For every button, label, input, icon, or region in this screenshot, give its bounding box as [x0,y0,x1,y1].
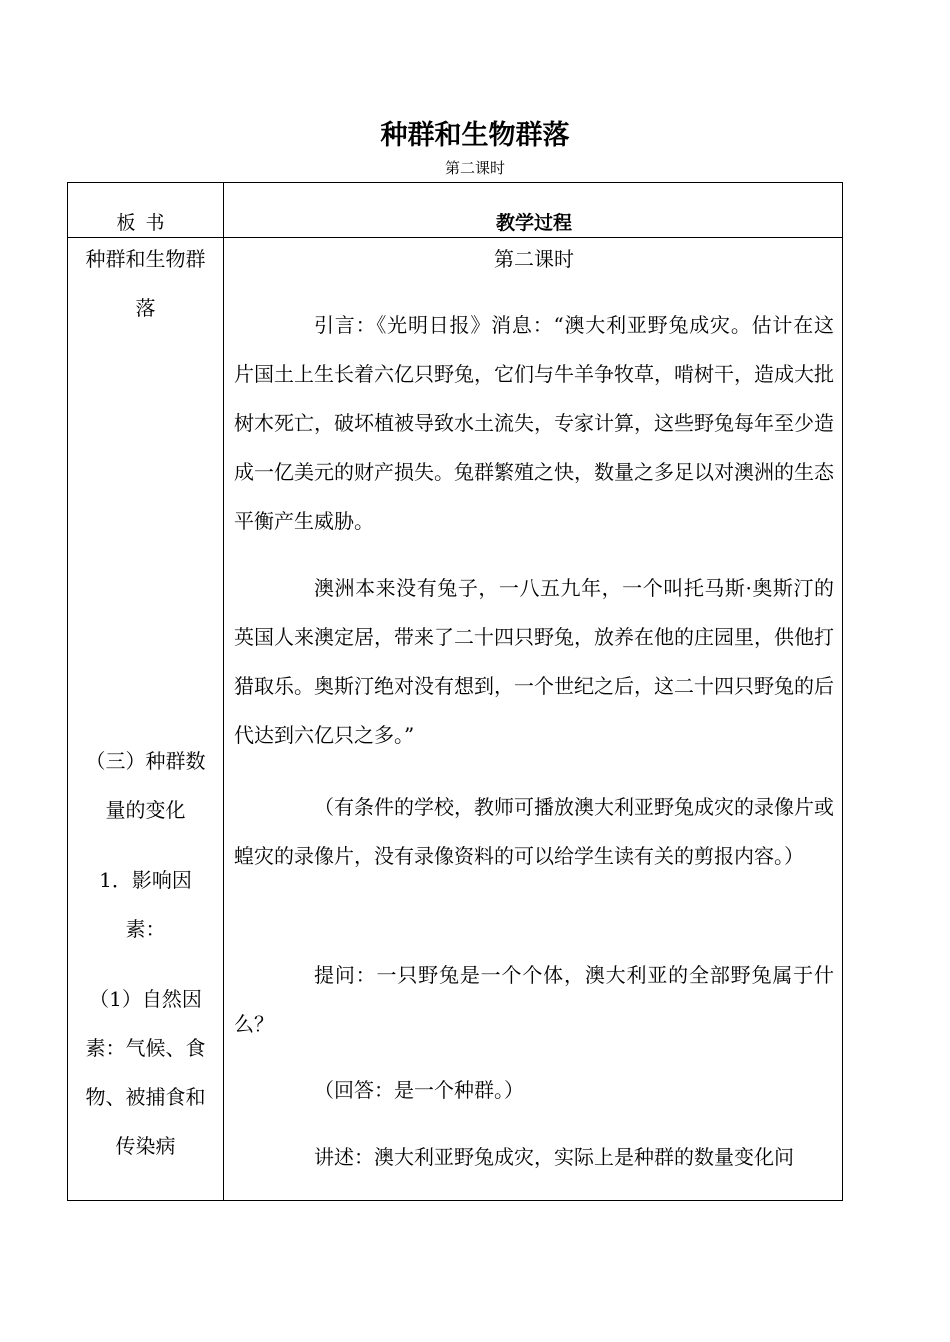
column-divider [223,183,224,1200]
blackboard-topic-line1: 种群和生物群 [85,247,206,271]
paragraph-question: 提问：一只野兔是一个个体，澳大利亚的全部野兔属于什么？ [234,963,834,1036]
document-subtitle: 第二课时 [444,159,505,177]
document-title: 种群和生物群落 [380,120,570,151]
blackboard-natural-line2: 素：气候、食 [85,1036,206,1060]
header-blackboard: 板书 [116,212,175,234]
blackboard-topic [68,235,223,333]
paragraph-history: 澳洲本来没有兔子，一八五九年，一个叫托马斯·奥斯汀的英国人来澳定居，带来了二十四只野兔，放养在他的庄园里，供他打猎取乐。奥斯汀绝对没有想到，一个世纪之后，这二十四只野兔的后代达到六亿只之多。” [234,576,834,747]
blackboard-natural-factors [68,975,223,1171]
paragraph-explanation: 讲述：澳大利亚野兔成灾，实际上是种群的数量变化问 [314,1145,794,1169]
blackboard-factors [68,856,223,954]
paragraph-media-note: （有条件的学校，教师可播放澳大利亚野兔成灾的录像片或蝗灾的录像片，没有录像资料的可以给学生读有关的剪报内容。） [234,795,834,868]
paragraph-answer: （回答：是一个种群。） [314,1078,524,1102]
blackboard-factors-line1: 1．影响因 [99,868,192,892]
blackboard-natural-line1: （1）自然因 [89,987,202,1011]
process-heading: 第二课时 [494,247,574,271]
blackboard-section-line2: 量的变化 [105,798,186,822]
blackboard-factors-line2: 素： [125,917,166,941]
blackboard-section-line1: （三）种群数 [85,749,206,773]
blackboard-section [68,737,223,835]
paragraph-introduction: 引言：《光明日报》消息：“澳大利亚野兔成灾。估计在这片国土上生长着六亿只野兔，它们与牛羊争牧草，啃树干，造成大批树木死亡，破坏植被导致水土流失，专家计算，这些野兔每年至少造成一亿美元的财产损失。兔群繁殖之快，数量之多足以对澳洲的生态平衡产生威胁。 [234,313,834,533]
blackboard-topic-line2: 落 [135,296,156,320]
lesson-table [67,182,843,1201]
blackboard-natural-line4: 传染病 [115,1134,176,1158]
blackboard-natural-line3: 物、被捕食和 [85,1085,206,1109]
header-teaching-process: 教学过程 [495,212,572,234]
